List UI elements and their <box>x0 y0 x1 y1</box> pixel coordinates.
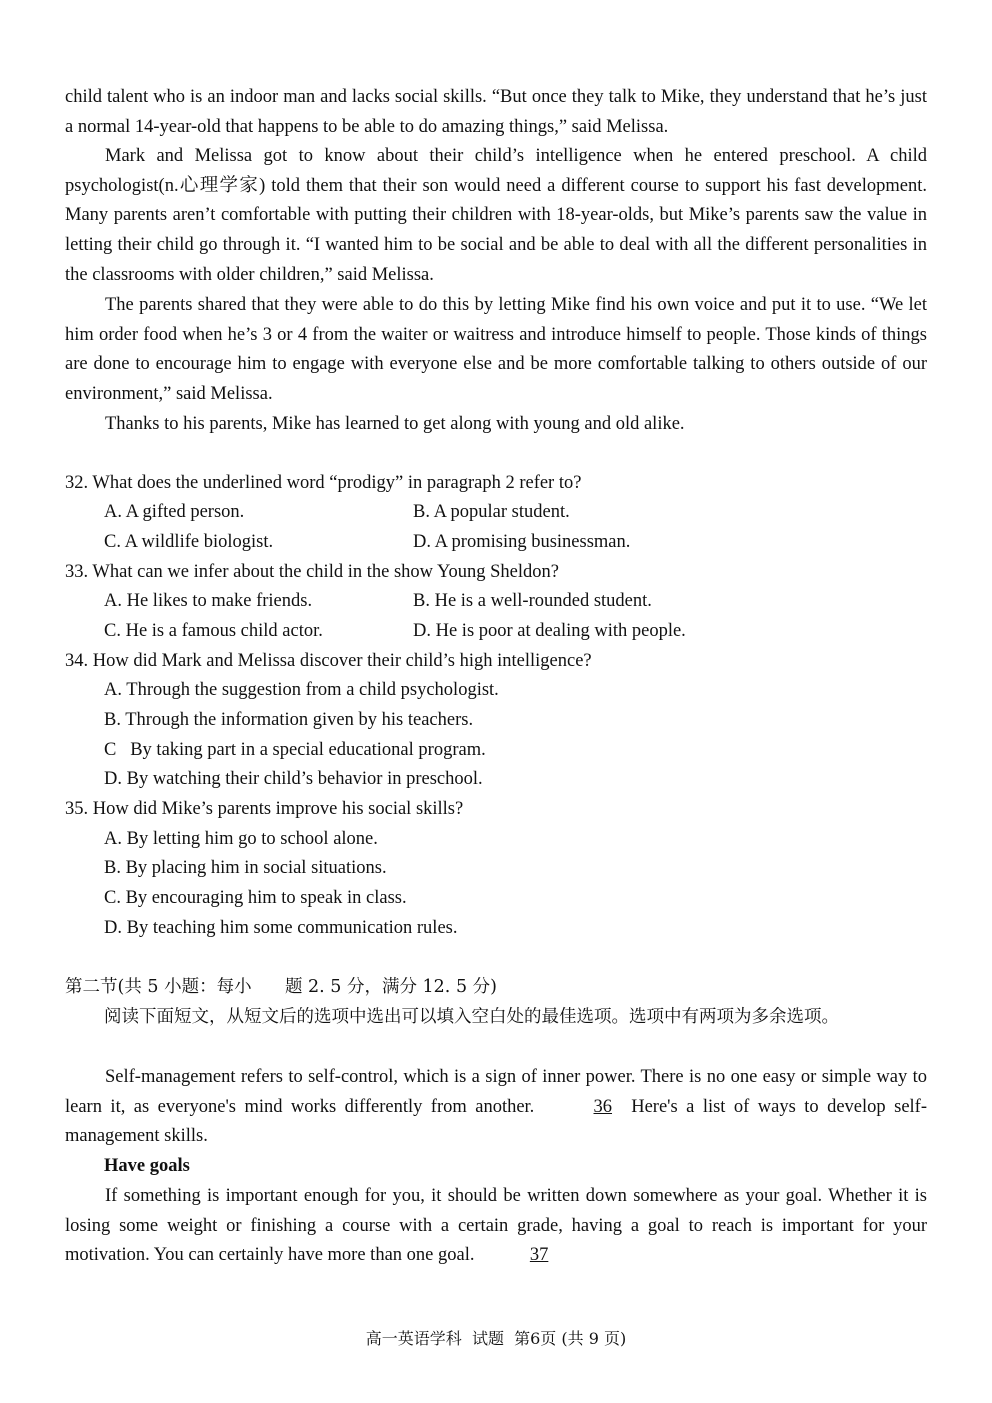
cloze-text: Self-management refers to self-control, which is a sign of inner power. There is no one easy or simple way to learn it, as everyone's mind works differently from another. <box>65 1067 927 1117</box>
cloze-paragraph <box>65 1182 927 1271</box>
blank-36: 36 <box>593 1096 613 1117</box>
option: C. By encouraging him to speak in class. <box>104 888 407 908</box>
passage-paragraph-continued: child talent who is an indoor man and lacks social skills. “But once they talk to Mike, they understand that he’s just a normal 14-year-old that happens to be able to do amazing things,” said Melissa. <box>65 87 927 137</box>
section-heading: 第二节(共 5 小题：每小 题 2. 5 分，满分 12. 5 分) <box>65 977 497 997</box>
passage-paragraph: Thanks to his parents, Mike has learned to get along with young and old alike. <box>105 414 685 434</box>
option: D. He is poor at dealing with people. <box>413 621 686 641</box>
option: A. By letting him go to school alone. <box>104 829 378 849</box>
question-stem: 35. How did Mike’s parents improve his social skills? <box>65 799 464 819</box>
question-stem: 34. How did Mark and Melissa discover their child’s high intelligence? <box>65 651 592 671</box>
option: D. A promising businessman. <box>413 532 631 552</box>
option: D. By watching their child’s behavior in preschool. <box>104 769 483 789</box>
question-stem: 33. What can we infer about the child in the show Young Sheldon? <box>65 562 559 582</box>
option: A. Through the suggestion from a child psychologist. <box>104 680 499 700</box>
option: B. A popular student. <box>413 502 570 522</box>
passage-paragraph: The parents shared that they were able to do this by letting Mike find his own voice and put it to use. “We let him order food when he’s 3 or 4 from the waiter or waitress and introduce himself to people. Those kinds of things are done to encourage him to engage with everyone else and be more comfortable talking to others outside of our environment,” said Melissa. <box>65 295 927 405</box>
subheading-have-goals: Have goals <box>104 1156 190 1176</box>
blank-37: 37 <box>529 1245 549 1266</box>
cloze-paragraph <box>65 1063 927 1152</box>
option: D. By teaching him some communication rules. <box>104 918 458 938</box>
option: C By taking part in a special educational program. <box>104 740 486 760</box>
option: B. Through the information given by his teachers. <box>104 710 474 730</box>
passage-paragraph: Mark and Melissa got to know about their child’s intelligence when he entered preschool. A child psychologist(n.心理学家) told them that their son would need a different course to support his fast development. Many parents aren’t comfortable with putting their children with 18-year-olds, but Mike’s parents saw the value in letting their child go through it. “I wanted him to be social and be able to deal with all the different personalities in the classrooms with older children,” said Melissa. <box>65 146 927 285</box>
option: C. A wildlife biologist. <box>104 532 274 552</box>
section-instruction: 阅读下面短文，从短文后的选项中选出可以填入空白处的最佳选项。选项中有两项为多余选项。 <box>104 1007 839 1027</box>
option: A. A gifted person. <box>104 502 245 522</box>
cloze-text: Here's a list of ways to develop self-management skills. <box>65 1096 927 1147</box>
option: A. He likes to make friends. <box>104 591 313 611</box>
option: C. He is a famous child actor. <box>104 621 323 641</box>
question-stem: 32. What does the underlined word “prodigy” in paragraph 2 refer to? <box>65 473 582 493</box>
page-footer: 高一英语学科 试题 第6页 (共 9 页) <box>365 1329 627 1348</box>
cloze-text: If something is important enough for you, it should be written down somewhere as your goal. Whether it is losing some weight or finishing a course with a certain grade, having a goal to reach is important for your motivation. You can certainly have more than one goal. <box>65 1186 927 1266</box>
option: B. He is a well-rounded student. <box>413 591 652 611</box>
option: B. By placing him in social situations. <box>104 858 387 878</box>
